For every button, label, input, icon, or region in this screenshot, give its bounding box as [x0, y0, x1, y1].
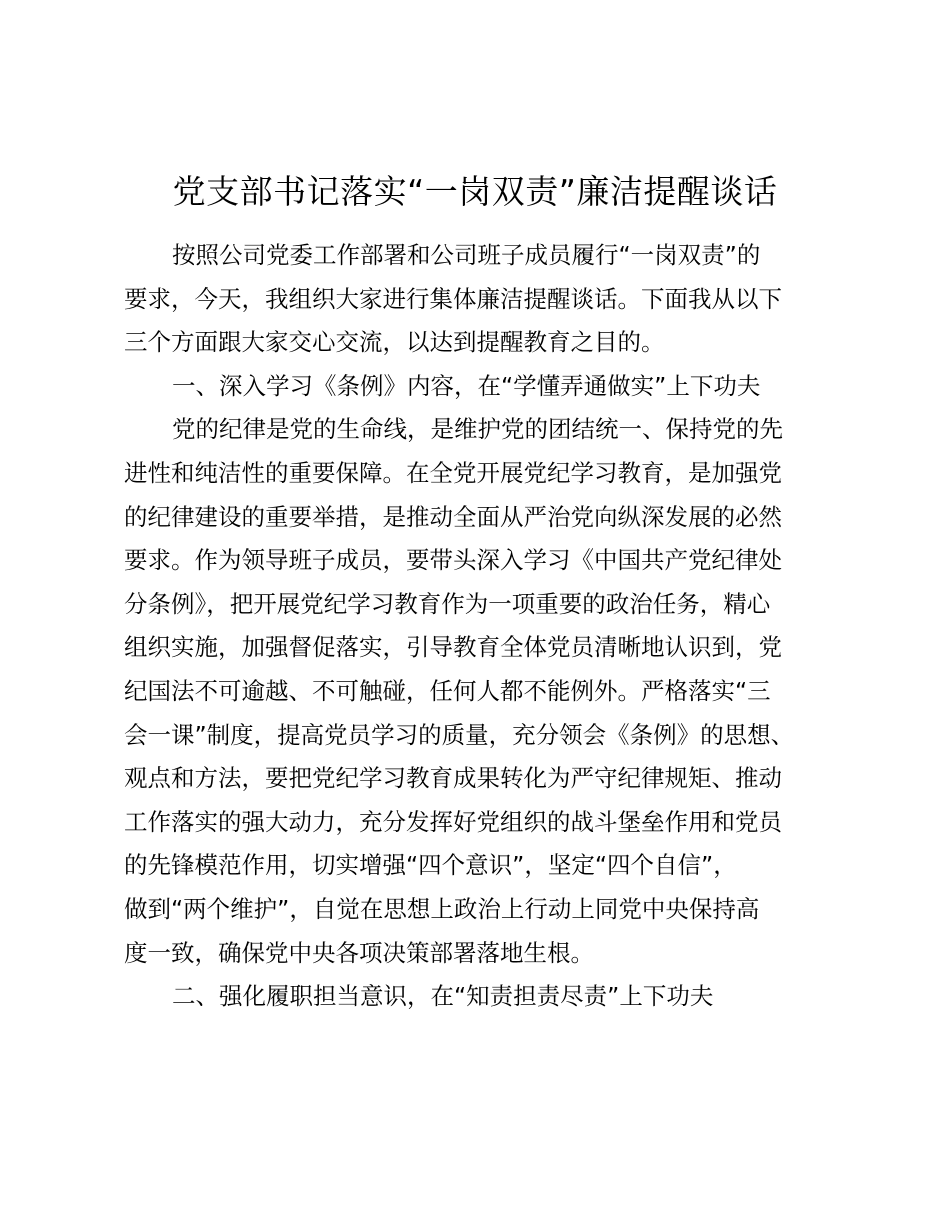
section-heading: 二、强化履职担当意识，在“知责担责尽责”上下功夫 [172, 982, 714, 1011]
paragraph-line: 会一课”制度，提高党员学习的质量，充分领会《条例》的思想、 [124, 720, 795, 749]
paragraph-line: 工作落实的强大动力，充分发挥好党组织的战斗堡垒作用和党员 [124, 807, 782, 836]
paragraph-line: 的纪律建设的重要举措，是推动全面从严治党向纵深发展的必然 [124, 502, 782, 531]
document-title: 党支部书记落实“一岗双责”廉洁提醒谈话 [172, 172, 778, 211]
paragraph-line: 纪国法不可逾越、不可触碰，任何人都不能例外。严格落实“三 [124, 676, 771, 705]
paragraph-line: 分条例》，把开展党纪学习教育作为一项重要的政治任务，精心 [124, 589, 771, 618]
paragraph-line: 进性和纯洁性的重要保障。在全党开展党纪学习教育，是加强党 [124, 458, 782, 487]
paragraph-line: 度一致，确保党中央各项决策部署落地生根。 [124, 938, 594, 967]
paragraph-line: 组织实施，加强督促落实，引导教育全体党员清晰地认识到，党 [124, 633, 782, 662]
section-heading: 一、深入学习《条例》内容，在“学懂弄通做实”上下功夫 [172, 371, 761, 400]
paragraph-line: 观点和方法，要把党纪学习教育成果转化为严守纪律规矩、推动 [124, 764, 782, 793]
paragraph-line: 要求，今天，我组织大家进行集体廉洁提醒谈话。下面我从以下 [124, 284, 782, 313]
paragraph-line: 按照公司党委工作部署和公司班子成员履行“一岗双责”的 [172, 241, 761, 269]
paragraph-line: 的先锋模范作用，切实增强“四个意识”，坚定“四个自信”， [124, 851, 737, 880]
paragraph-line: 三个方面跟大家交心交流，以达到提醒教育之目的。 [124, 328, 665, 357]
document-body [124, 234, 824, 1019]
paragraph-line: 要求。作为领导班子成员，要带头深入学习《中国共产党纪律处 [124, 546, 782, 575]
paragraph-line: 做到“两个维护”，自觉在思想上政治上行动上同党中央保持高 [124, 894, 760, 923]
paragraph-line: 党的纪律是党的生命线，是维护党的团结统一、保持党的先 [172, 415, 783, 444]
